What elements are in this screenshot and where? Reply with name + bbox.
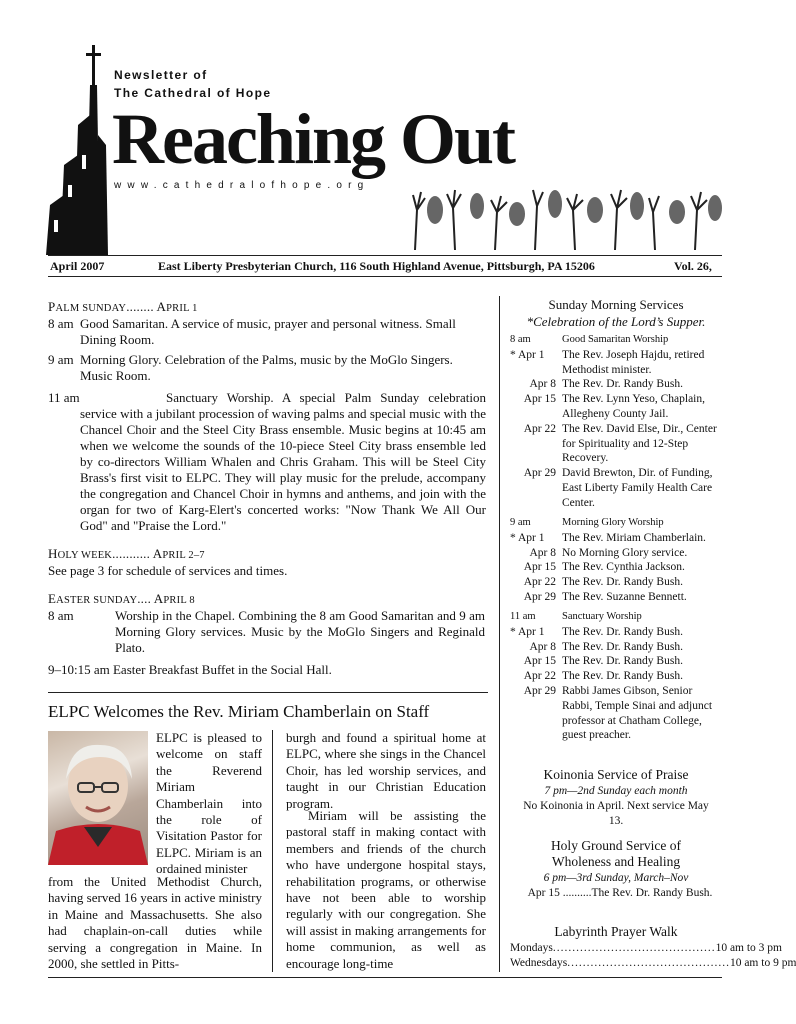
palm-heading-initial: P	[48, 299, 56, 314]
palm-9am-text: Morning Glory. Celebration of the Palms, music by the MoGlo Singers. Music Room.	[80, 352, 453, 383]
easter-heading-dots: ....	[137, 591, 152, 606]
palm-date-initial: A	[156, 299, 167, 314]
schedule-date: * Apr 1	[510, 625, 545, 638]
labyrinth-hours: 10 am to 3 pm	[715, 942, 783, 954]
issue-date: April 2007	[50, 259, 105, 273]
palm-sunday-heading	[48, 299, 488, 317]
schedule-date: * Apr 1	[510, 348, 545, 361]
schedule-date: Apr 29	[523, 684, 556, 697]
schedule-row	[510, 348, 724, 378]
schedule-leader: No Morning Glory service.	[562, 546, 688, 559]
schedule-leader: The Rev. Dr. Randy Bush.	[562, 640, 683, 653]
schedule-row	[510, 377, 724, 392]
miriam-chamberlain-photo	[48, 731, 148, 865]
schedule-leader: The Rev. Dr. Randy Bush.	[562, 625, 683, 638]
article-intro: ELPC is pleased to welcome on staff the Reverend Miriam Chamberlain into the role of Visitation Pastor for ELPC. Miriam is an ordained minister	[156, 730, 262, 877]
easter-date-text: PRIL 8	[163, 595, 195, 606]
palm-11am-text: Sanctuary Worship. A special Palm Sunday celebration service with a jubilant procession of waving palms and special music with the Chancel Choir and the Steel City Brass ensemble. Music begins at 10:45 am when we welcome the sounds of the 10-piece Steel City brass ensemble led by co-directors William Whalen and Chris Graham. This will be Steel City Brass's first visit to ELPC. They will play music for the prelude, accompany the congregation and Chancel Choir in hymns and anthems, and join with the organ for two of Karg-Elert's concerted works: "Now Thank We All Our God" and "Praise the Lord."	[80, 390, 486, 533]
holy-heading-initial: H	[48, 546, 58, 561]
easter-heading-text: ASTER SUNDAY	[56, 595, 138, 606]
schedule-date: Apr 22	[523, 576, 556, 589]
holy-week-text: See page 3 for schedule of services and times.	[48, 563, 288, 578]
holy-date-text: PRIL 2–7	[162, 550, 205, 561]
schedule-leader: The Rev. Lynn Yeso, Chaplain, Allegheny County Jail.	[562, 393, 705, 420]
labyrinth-hours: 10 am to 9 pm	[729, 957, 796, 969]
article-headline: ELPC Welcomes the Rev. Miriam Chamberlain on Staff	[48, 702, 430, 721]
masthead-line-2: The Cathedral of Hope	[114, 86, 272, 100]
schedule-leader: The Rev. Dr. Randy Bush.	[562, 576, 683, 589]
service-group-9am	[510, 516, 724, 605]
article-col2-p2: Miriam will be assisting the pastoral staff in making contact with members and friends of the church who have undergone hospital stays, rehabilitation programs, or otherwise have not been able to worship regularly with our congregation. She will assist in making arrangements for home communion, as well as encourage long-time	[286, 808, 486, 971]
schedule-leader: The Rev. Suzanne Bennett.	[562, 590, 687, 603]
schedule-leader: The Rev. Miriam Chamberlain.	[562, 531, 706, 544]
schedule-date: Apr 22	[523, 670, 556, 683]
cathedral-icon	[40, 45, 112, 255]
palm-8am-text: Good Samaritan. A service of music, prayer and personal witness. Small Dining Room.	[80, 316, 456, 347]
labyrinth-row-wednesdays	[510, 956, 796, 970]
palm-9am-time: 9 am	[48, 352, 74, 367]
easter-breakfast-text: 9–10:15 am Easter Breakfast Buffet in the Social Hall.	[48, 662, 332, 677]
labyrinth-leader-dots: ..........................................	[552, 942, 716, 954]
palm-date-text: PRIL 1	[166, 303, 198, 314]
labyrinth-leader-dots: ..........................................	[567, 957, 730, 969]
group-time: 11 am	[510, 611, 536, 622]
holy-ground-note: Apr 15 ..........The Rev. Dr. Randy Bush.	[527, 887, 713, 899]
volume-number: Vol. 26,	[674, 259, 712, 273]
schedule-row	[510, 392, 724, 422]
cathedral-silhouette	[40, 45, 112, 255]
schedule-date: Apr 29	[523, 467, 556, 480]
holy-heading-dots: ...........	[112, 546, 151, 561]
schedule-leader: Rabbi James Gibson, Senior Rabbi, Temple Sinai and adjunct professor at Chatham College, guest preacher.	[562, 684, 713, 742]
palm-8am-time: 8 am	[48, 316, 74, 331]
holy-date-initial: A	[152, 546, 163, 561]
sunday-services-title: Sunday Morning Services	[548, 297, 684, 312]
easter-heading-initial: E	[48, 591, 57, 606]
schedule-leader: The Rev. David Else, Dir., Center for Spirituality and 12-Step Recovery.	[562, 422, 717, 465]
article-col1-text: from the United Methodist Church, having served 16 years in active ministry in Maine and Massachusetts. She also had chaplain-on-call duties while serving a congregation in Maine. In 2000, she settled in Pitts-	[48, 874, 262, 972]
palm-heading-text: ALM SUNDAY	[55, 303, 127, 314]
schedule-leader: The Rev. Dr. Randy Bush.	[562, 655, 683, 668]
schedule-row	[510, 466, 724, 510]
group-name: Good Samaritan Worship	[562, 334, 669, 345]
koinonia-when: 7 pm—2nd Sunday each month	[544, 785, 688, 797]
schedule-date: Apr 15	[523, 393, 556, 406]
easter-8am-time: 8 am	[48, 608, 74, 623]
schedule-row	[510, 654, 724, 669]
masthead-title: Reaching Out	[112, 99, 515, 179]
schedule-leader: David Brewton, Dir. of Funding, East Liberty Family Health Care Center.	[562, 467, 713, 509]
group-time: 9 am	[510, 517, 531, 528]
koinonia-note: No Koinonia in April. Next service May 13.	[523, 800, 709, 827]
group-time: 8 am	[510, 334, 531, 345]
holy-ground-title-2: Wholeness and Healing	[551, 854, 681, 869]
schedule-row	[510, 531, 724, 546]
group-name: Sanctuary Worship	[562, 611, 642, 622]
holy-ground-title-1: Holy Ground Service of	[550, 838, 682, 853]
service-group-11am	[510, 610, 724, 743]
schedule-date: Apr 22	[523, 422, 556, 435]
schedule-date: Apr 29	[523, 590, 556, 603]
schedule-date: Apr 8	[529, 546, 556, 559]
schedule-date: Apr 8	[529, 640, 556, 653]
labyrinth-title: Labyrinth Prayer Walk	[554, 924, 678, 939]
church-address: East Liberty Presbyterian Church, 116 South Highland Avenue, Pittsburgh, PA 15206	[158, 259, 595, 273]
schedule-leader: The Rev. Joseph Hajdu, retired Methodist minister.	[562, 348, 705, 376]
holy-heading-text: OLY WEEK	[57, 550, 113, 561]
schedule-leader: The Rev. Dr. Randy Bush.	[562, 670, 683, 683]
schedule-row	[510, 669, 724, 684]
labyrinth-row-mondays	[510, 941, 783, 955]
schedule-date: * Apr 1	[510, 531, 545, 544]
schedule-date: Apr 15	[523, 655, 556, 668]
masthead-url: www.cathedralofhope.org	[114, 180, 370, 191]
portrait-icon	[48, 731, 148, 865]
easter-date-initial: A	[153, 591, 164, 606]
koinonia-title: Koinonia Service of Praise	[543, 767, 689, 782]
schedule-row	[510, 640, 724, 655]
schedule-date: Apr 15	[523, 561, 556, 574]
schedule-leader: The Rev. Cynthia Jackson.	[562, 561, 685, 574]
raised-hands-graphic	[395, 170, 725, 250]
schedule-row	[510, 560, 724, 575]
schedule-date: Apr 8	[529, 378, 556, 391]
holy-week-heading	[48, 546, 488, 564]
schedule-leader: The Rev. Dr. Randy Bush.	[562, 378, 683, 391]
schedule-row	[510, 422, 724, 466]
schedule-row	[510, 575, 724, 590]
holy-ground-when: 6 pm—3rd Sunday, March–Nov	[543, 872, 689, 884]
masthead-line-1: Newsletter of	[114, 68, 208, 82]
schedule-row	[510, 590, 724, 605]
labyrinth-day: Wednesdays	[510, 957, 568, 969]
service-group-8am	[510, 333, 724, 511]
labyrinth-day: Mondays	[510, 942, 553, 954]
palm-11am-time: 11 am	[48, 390, 80, 405]
group-name: Morning Glory Worship	[562, 517, 664, 528]
palm-heading-dots: ........	[126, 299, 154, 314]
easter-8am-text: Worship in the Chapel. Combining the 8 am Good Samaritan and 9 am Morning Glory services. Music by the MoGlo Singers and Reginald Plato.	[115, 608, 485, 655]
raised-hands-icon	[395, 170, 725, 250]
easter-heading	[48, 591, 488, 609]
schedule-row	[510, 684, 724, 743]
schedule-row	[510, 546, 724, 561]
article-col2-p1: burgh and found a spiritual home at ELPC, where she sings in the Chancel Choir, has led worship services, and taught in our Christian Education program.	[286, 730, 486, 811]
sunday-services-subtitle: *Celebration of the Lord’s Supper.	[526, 314, 706, 329]
schedule-row	[510, 625, 724, 640]
